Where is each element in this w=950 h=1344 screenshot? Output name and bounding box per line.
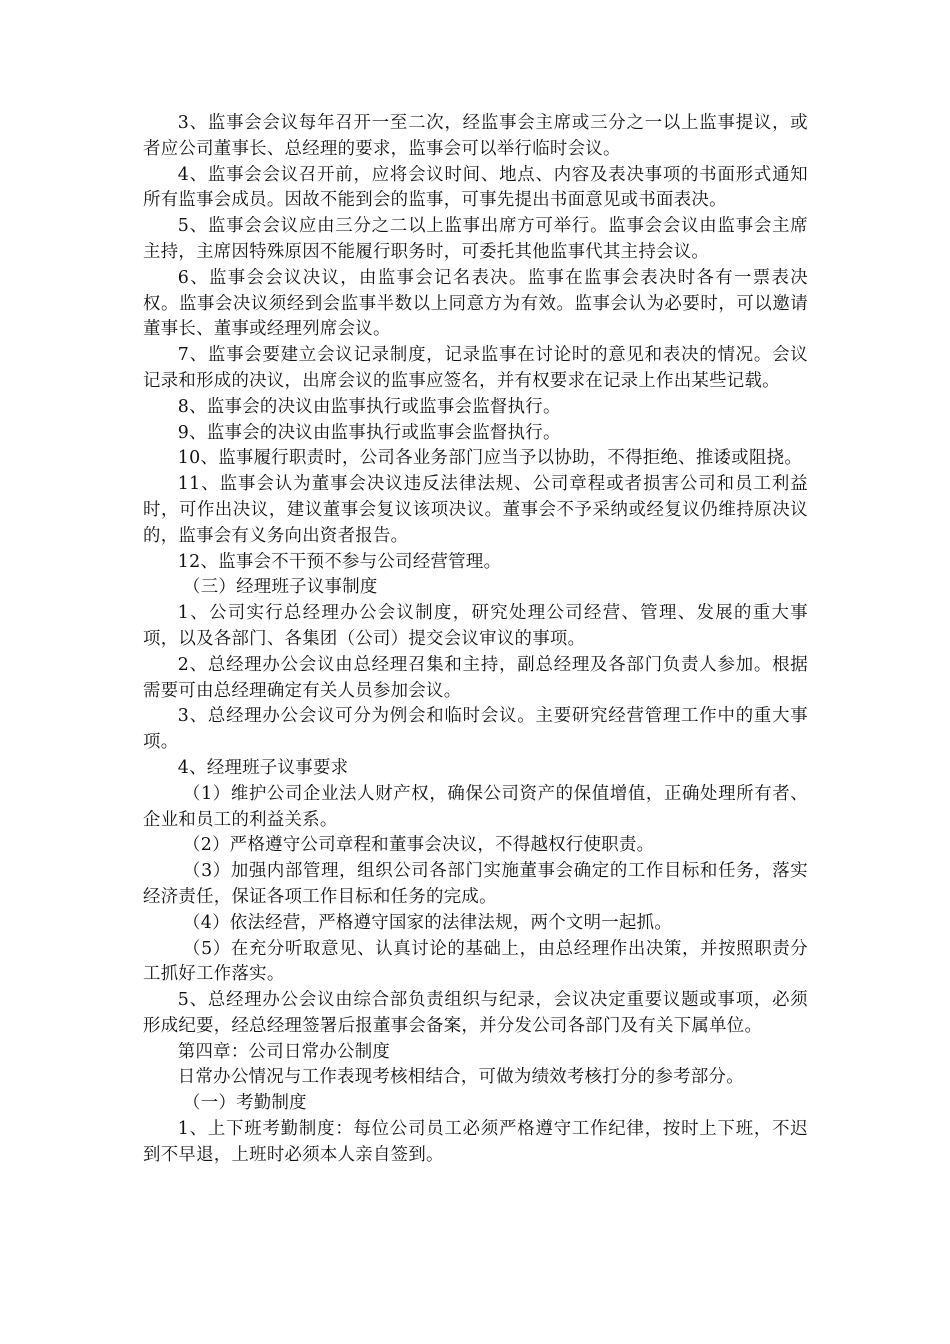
paragraph-daily-office-intro: 日常办公情况与工作表现考核相结合，可做为绩效考核打分的参考部分。 — [177, 1067, 744, 1088]
list-item-requirement-5: （5）在充分听取意见、认真讨论的基础上，由总经理作出决策，并按照职责分工抓好工作落实。 — [143, 938, 808, 985]
paragraph-supervisor-duties-support: 10、监事履行职责时，公司各业务部门应当予以协助，不得拒绝、推诿或阻挠。 — [177, 448, 803, 469]
list-item-requirement-2: （2）严格遵守公司章程和董事会决议，不得越权行使职责。 — [183, 835, 655, 856]
paragraph-supervisory-non-interference: 12、监事会不干预不参与公司经营管理。 — [177, 551, 502, 572]
paragraph-supervisory-meeting-minutes: 7、监事会要建立会议记录制度，记录监事在讨论时的意见和表决的情况。会议记录和形成的决议，出席会议的监事应签名，并有权要求在记录上作出某些记载。 — [143, 345, 808, 391]
paragraph-supervisory-meeting-frequency: 3、监事会会议每年召开一至二次，经监事会主席或三分之一以上监事提议，或者应公司董事长、总经理的要求，监事会可以举行临时会议。 — [143, 113, 808, 159]
list-item-requirement-1: （1）维护公司企业法人财产权，确保公司资产的保值增值，正确处理所有者、企业和员工的利益关系。 — [143, 783, 808, 830]
list-item-requirement-4: （4）依法经营，严格遵守国家的法律法规，两个文明一起抓。 — [183, 912, 673, 933]
paragraph-manager-meeting-records: 5、总经理办公会议由综合部负责组织与纪录，会议决定重要议题或事项，必须形成纪要，经总经理签署后报董事会备案，并分发公司各部门及有关下属单位。 — [143, 990, 808, 1036]
paragraph-supervisory-board-objection: 11、监事会认为董事会决议违反法律法规、公司章程或者损害公司和员工利益时，可作出决议，建议董事会复议该项决议。董事会不予采纳或经复议仍维持原决议的，监事会有义务向出资者报告。 — [143, 474, 808, 546]
paragraph-supervisory-resolution-8: 8、监事会的决议由监事执行或监事会监督执行。 — [177, 396, 561, 417]
paragraph-attendance-rule-1: 1、上下班考勤制度：每位公司员工必须严格遵守工作纪律，按时上下班，不迟到不早退，上班时必须本人亲自签到。 — [143, 1119, 808, 1165]
paragraph-manager-meeting-system: 1、公司实行总经理办公会议制度，研究处理公司经营、管理、发展的重大事项，以及各部门、各集团（公司）提交会议审议的事项。 — [143, 603, 808, 649]
chapter-heading-daily-office: 第四章：公司日常办公制度 — [177, 1041, 391, 1062]
list-item-requirement-3: （3）加强内部管理，组织公司各部门实施董事会确定的工作目标和任务，落实经济责任，保证各项工作目标和任务的完成。 — [143, 861, 808, 907]
section-heading-manager-meeting-system: （三）经理班子议事制度 — [183, 577, 378, 598]
paragraph-manager-meeting-convening: 2、总经理办公会议由总经理召集和主持，副总经理及各部门负责人参加。根据需要可由总经理确定有关人员参加会议。 — [143, 654, 808, 701]
section-heading-attendance: （一）考勤制度 — [183, 1093, 307, 1114]
paragraph-supervisory-meeting-voting: 6、监事会会议决议，由监事会记名表决。监事在监事会表决时各有一票表决权。监事会决议须经到会监事半数以上同意方为有效。监事会认为必要时，可以邀请董事长、董事或经理列席会议。 — [143, 267, 808, 340]
document-body — [143, 111, 808, 1169]
paragraph-manager-team-requirements: 4、经理班子议事要求 — [177, 757, 349, 778]
paragraph-supervisory-meeting-notice: 4、监事会会议召开前，应将会议时间、地点、内容及表决事项的书面形式通知所有监事会成员。因故不能到会的监事，可事先提出书面意见或书面表决。 — [143, 164, 808, 211]
paragraph-manager-meeting-types: 3、总经理办公会议可分为例会和临时会议。主要研究经营管理工作中的重大事项。 — [143, 706, 808, 753]
paragraph-supervisory-meeting-quorum: 5、监事会会议应由三分之二以上监事出席方可举行。监事会会议由监事会主席主持，主席因特殊原因不能履行职务时，可委托其他监事代其主持会议。 — [143, 216, 808, 262]
paragraph-supervisory-resolution-9: 9、监事会的决议由监事执行或监事会监督执行。 — [177, 422, 561, 443]
